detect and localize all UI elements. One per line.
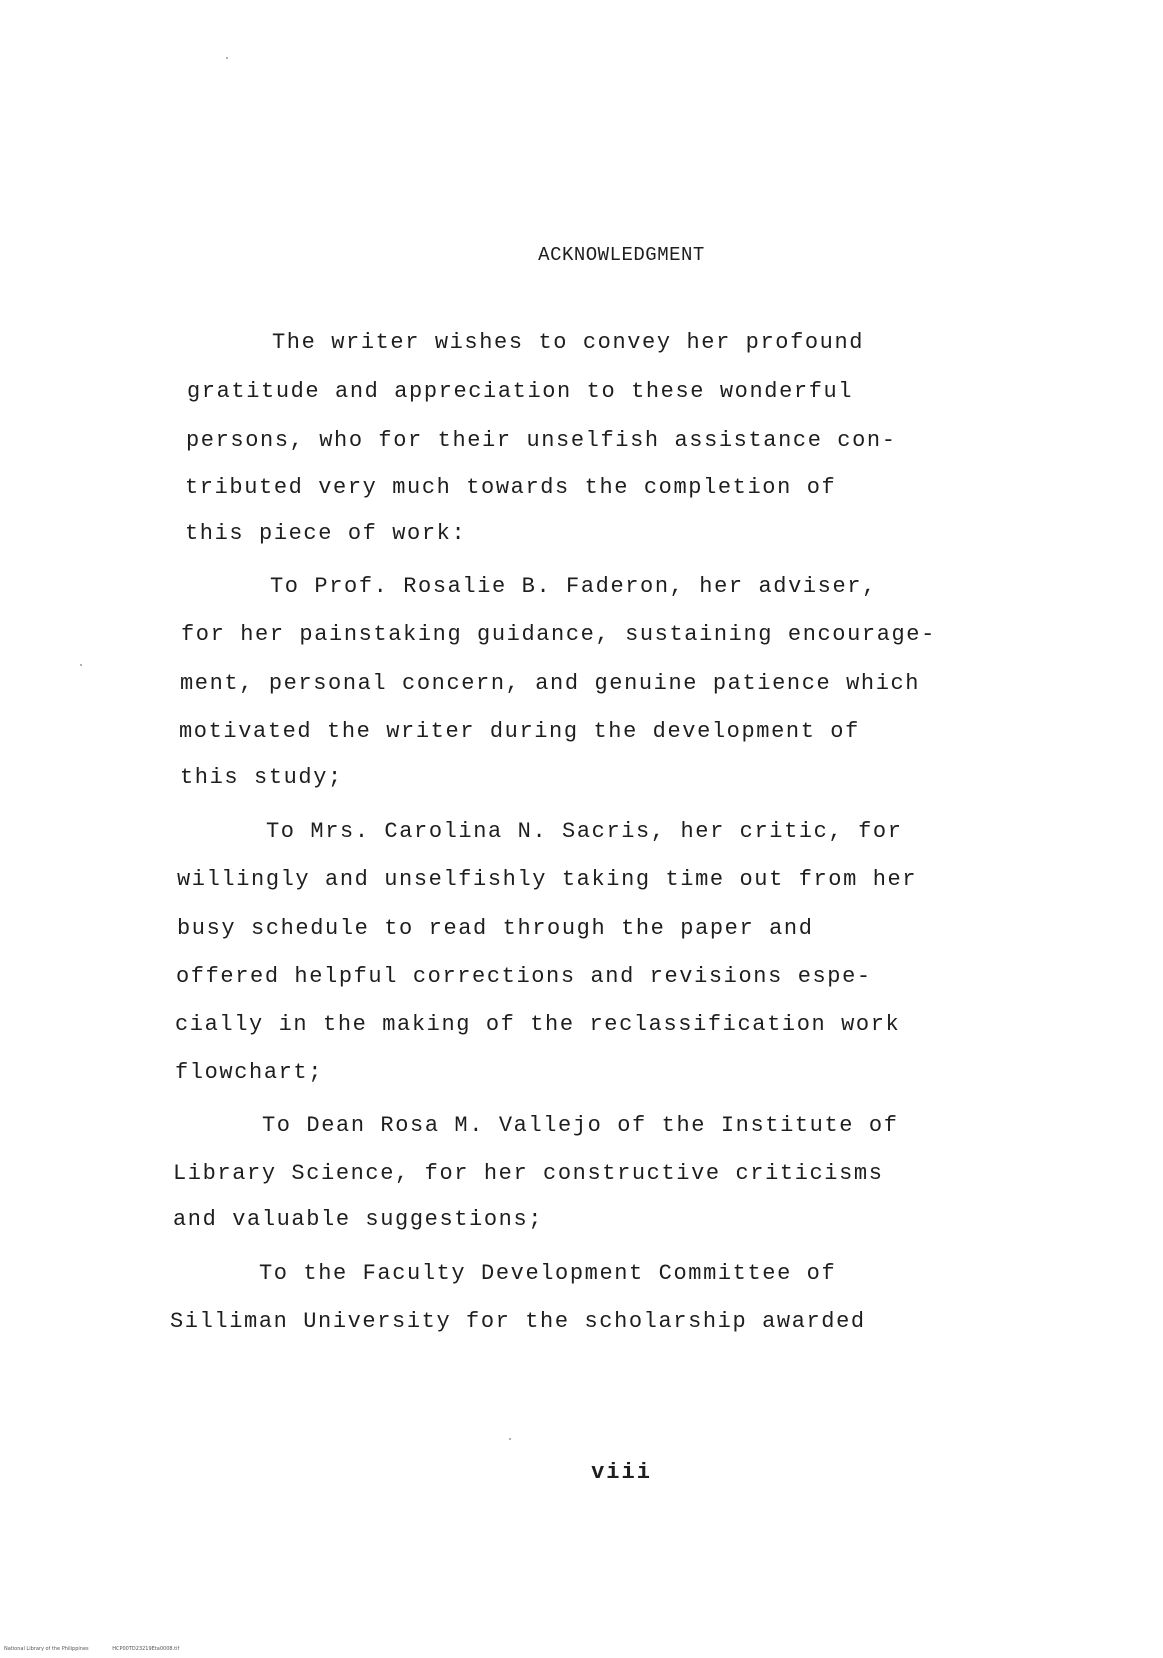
body-line: motivated the writer during the development of bbox=[179, 719, 860, 744]
body-line: and valuable suggestions; bbox=[173, 1207, 544, 1232]
body-line: for her painstaking guidance, sustaining encourage- bbox=[181, 622, 936, 647]
body-line: The writer wishes to convey her profound bbox=[272, 330, 865, 355]
page-number: viii bbox=[591, 1460, 652, 1485]
body-line: ment, personal concern, and genuine patience which bbox=[180, 671, 921, 696]
scan-speck bbox=[226, 57, 228, 59]
body-line: persons, who for their unselfish assistance con- bbox=[186, 428, 897, 453]
body-line: willingly and unselfishly taking time out from her bbox=[177, 867, 918, 892]
body-line: flowchart; bbox=[175, 1060, 324, 1085]
body-line: To the Faculty Development Committee of bbox=[259, 1261, 837, 1286]
body-line: gratitude and appreciation to these wonderful bbox=[187, 379, 854, 404]
body-line: offered helpful corrections and revisions espe- bbox=[176, 964, 872, 989]
scan-speck bbox=[509, 1438, 511, 1440]
body-line: To Prof. Rosalie B. Faderon, her adviser, bbox=[270, 574, 877, 599]
body-line: Silliman University for the scholarship awarded bbox=[170, 1309, 866, 1334]
body-line: To Dean Rosa M. Vallejo of the Institute of bbox=[262, 1113, 899, 1138]
footer-library: National Library of the Philippines bbox=[4, 1646, 89, 1652]
scan-footer bbox=[4, 1646, 201, 1652]
footer-file-id: HCP00TD23219Eta0008.tif bbox=[112, 1646, 180, 1652]
body-line: tributed very much towards the completion of bbox=[185, 475, 837, 500]
page-title: ACKNOWLEDGMENT bbox=[538, 244, 705, 266]
body-line: Library Science, for her constructive criticisms bbox=[173, 1161, 884, 1186]
body-line: this study; bbox=[180, 765, 343, 790]
body-line: this piece of work: bbox=[185, 521, 467, 546]
body-line: busy schedule to read through the paper and bbox=[177, 916, 814, 941]
body-line: cially in the making of the reclassification work bbox=[175, 1012, 901, 1037]
scan-speck bbox=[80, 664, 82, 666]
body-line: To Mrs. Carolina N. Sacris, her critic, for bbox=[266, 819, 903, 844]
